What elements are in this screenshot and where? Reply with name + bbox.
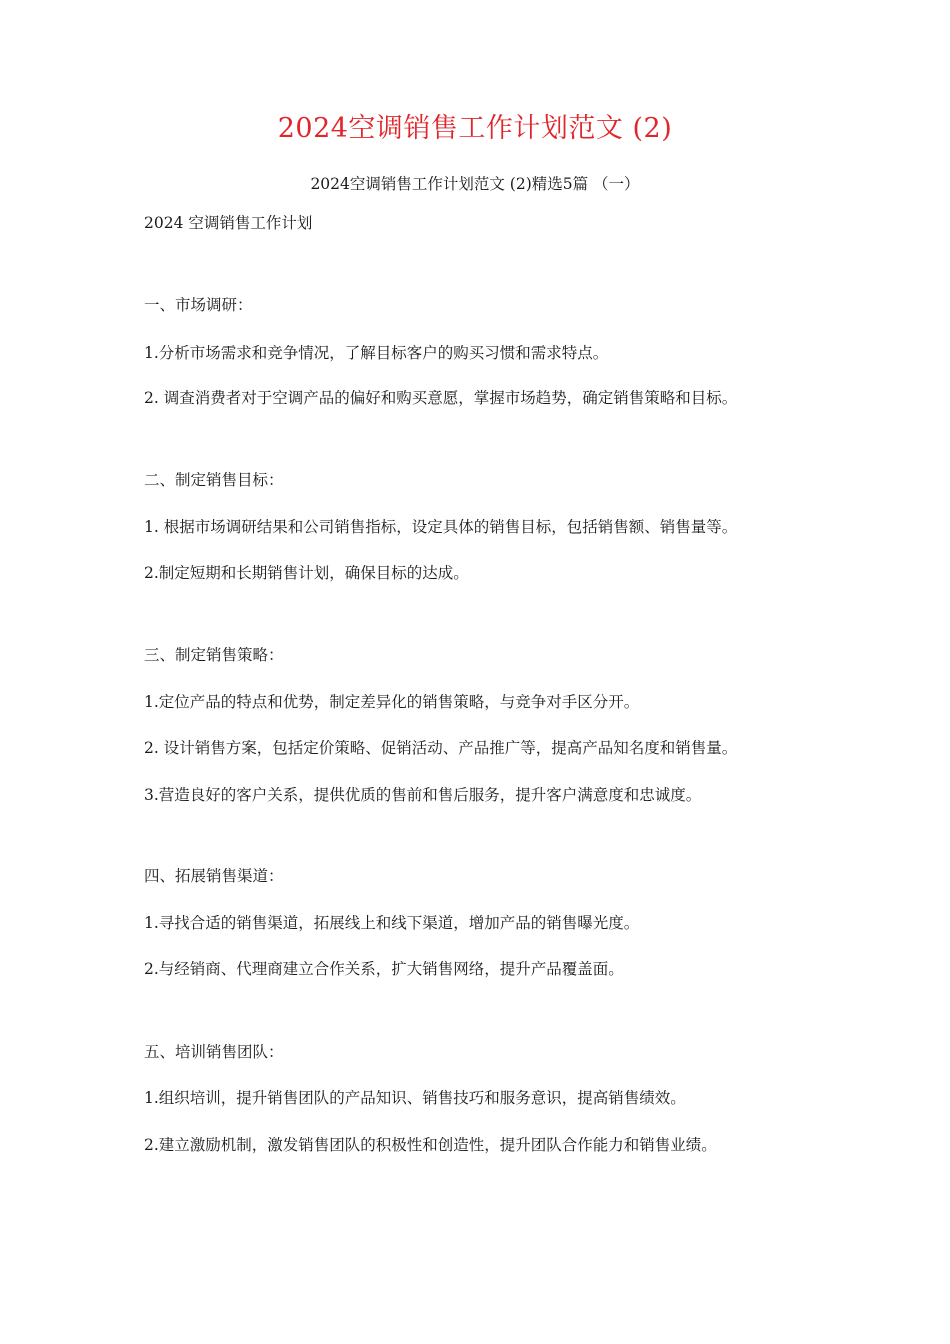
document-subtitle: 2024空调销售工作计划范文 (2)精选5篇 （一） (310, 175, 640, 193)
section-heading: 一、市场调研： (144, 296, 253, 314)
section-item: 2. 调查消费者对于空调产品的偏好和购买意愿，掌握市场趋势，确定销售策略和目标。 (144, 389, 738, 407)
section-heading: 二、制定销售目标： (144, 471, 284, 489)
section-item: 2.建立激励机制，激发销售团队的积极性和创造性，提升团队合作能力和销售业绩。 (144, 1136, 717, 1154)
section-heading: 五、培训销售团队： (144, 1043, 284, 1061)
section-heading: 三、制定销售策略： (144, 646, 284, 664)
section-heading: 四、拓展销售渠道： (144, 867, 284, 885)
intro-line: 2024 空调销售工作计划 (144, 214, 313, 232)
section-item: 2.与经销商、代理商建立合作关系，扩大销售网络，提升产品覆盖面。 (144, 960, 624, 978)
section-item: 1.定位产品的特点和优势，制定差异化的销售策略，与竞争对手区分开。 (144, 693, 640, 711)
section-item: 1.寻找合适的销售渠道，拓展线上和线下渠道，增加产品的销售曝光度。 (144, 914, 640, 932)
section-item: 2.制定短期和长期销售计划，确保目标的达成。 (144, 564, 469, 582)
section-item: 1. 根据市场调研结果和公司销售指标，设定具体的销售目标，包括销售额、销售量等。 (144, 518, 738, 536)
section-item: 1.组织培训，提升销售团队的产品知识、销售技巧和服务意识，提高销售绩效。 (144, 1089, 686, 1107)
document-title: 2024空调销售工作计划范文 (2) (277, 113, 673, 144)
section-item: 2. 设计销售方案，包括定价策略、促销活动、产品推广等，提高产品知名度和销售量。 (144, 739, 738, 757)
section-item: 1.分析市场需求和竞争情况，了解目标客户的购买习惯和需求特点。 (144, 344, 609, 362)
section-item: 3.营造良好的客户关系，提供优质的售前和售后服务，提升客户满意度和忠诚度。 (144, 786, 702, 804)
